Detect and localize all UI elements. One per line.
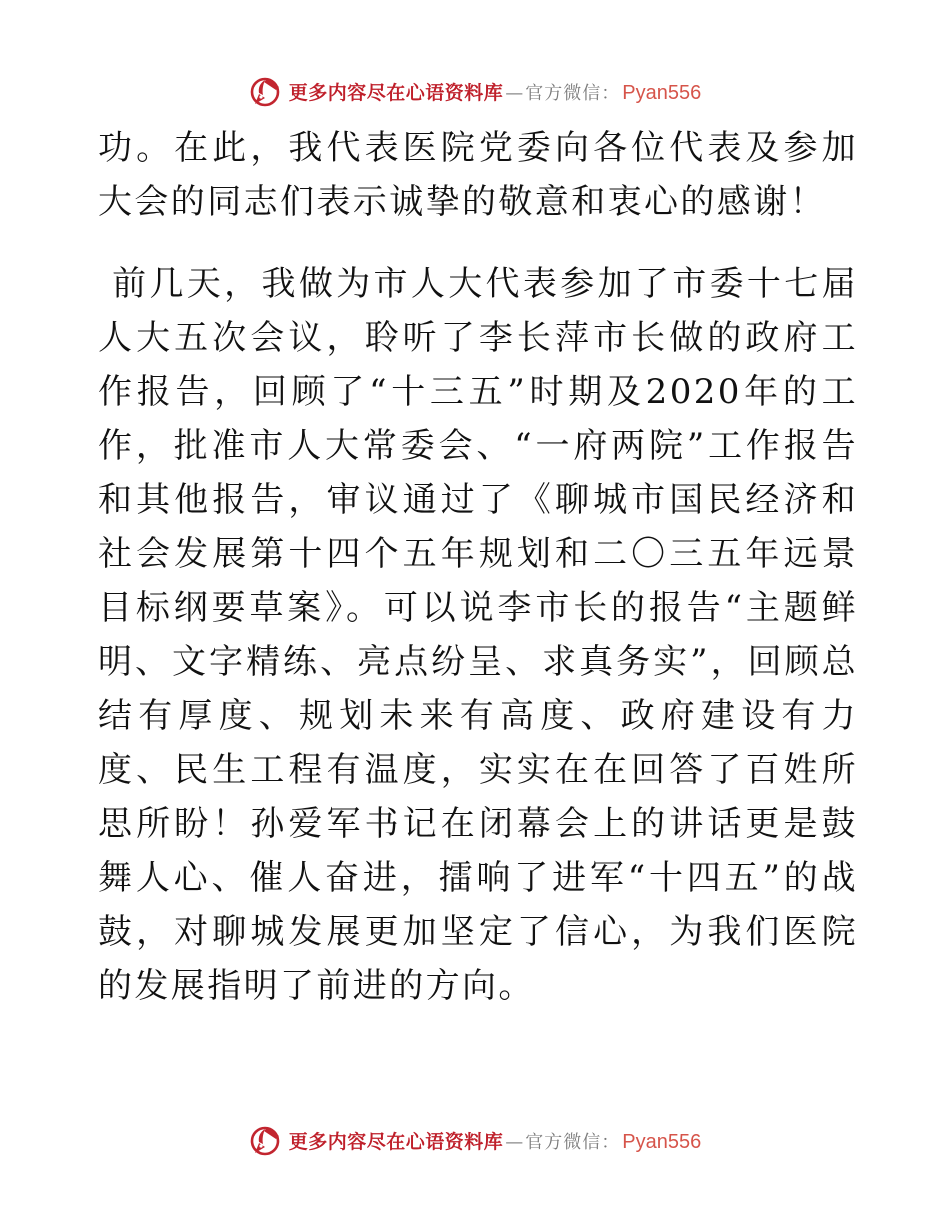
header-dash: —	[505, 82, 524, 104]
pen-logo-icon	[249, 74, 283, 108]
header-watermark	[0, 71, 950, 111]
document-body	[98, 121, 858, 1013]
footer-watermark	[0, 1120, 950, 1160]
footer-dash: —	[505, 1131, 524, 1153]
body-paragraph-2: 前几天，我做为市人大代表参加了市委十七届人大五次会议，聆听了李长萍市长做的政府工作报告，回顾了“十三五”时期及2020年的工作，批准市人大常委会、“一府两院”工作报告和其他报告，审议通过了《聊城市国民经济和社会发展第十四个五年规划和二〇三五年远景目标纲要草案》。可以说李市长的报告“主题鲜明、文字精练、亮点纷呈、求真务实”，回顾总结有厚度、规划未来有高度、政府建设有力度、民生工程有温度，实实在在回答了百姓所思所盼！孙爱军书记在闭幕会上的讲话更是鼓舞人心、催人奋进，擂响了进军“十四五”的战鼓，对聊城发展更加坚定了信心，为我们医院的发展指明了前进的方向。	[98, 264, 858, 1006]
header-wechat-label: 官方微信：	[525, 82, 621, 104]
header-wechat-id: Pyan556	[622, 81, 702, 104]
body-paragraph-1: 功。在此，我代表医院党委向各位代表及参加大会的同志们表示诚挚的敬意和衷心的感谢！	[98, 128, 858, 222]
pen-logo-icon	[249, 1123, 283, 1157]
footer-site-name: 更多内容尽在心语资料库	[288, 1130, 504, 1153]
footer-wechat-label: 官方微信：	[525, 1131, 621, 1153]
header-site-name: 更多内容尽在心语资料库	[288, 81, 504, 104]
footer-wechat-id: Pyan556	[622, 1130, 702, 1153]
